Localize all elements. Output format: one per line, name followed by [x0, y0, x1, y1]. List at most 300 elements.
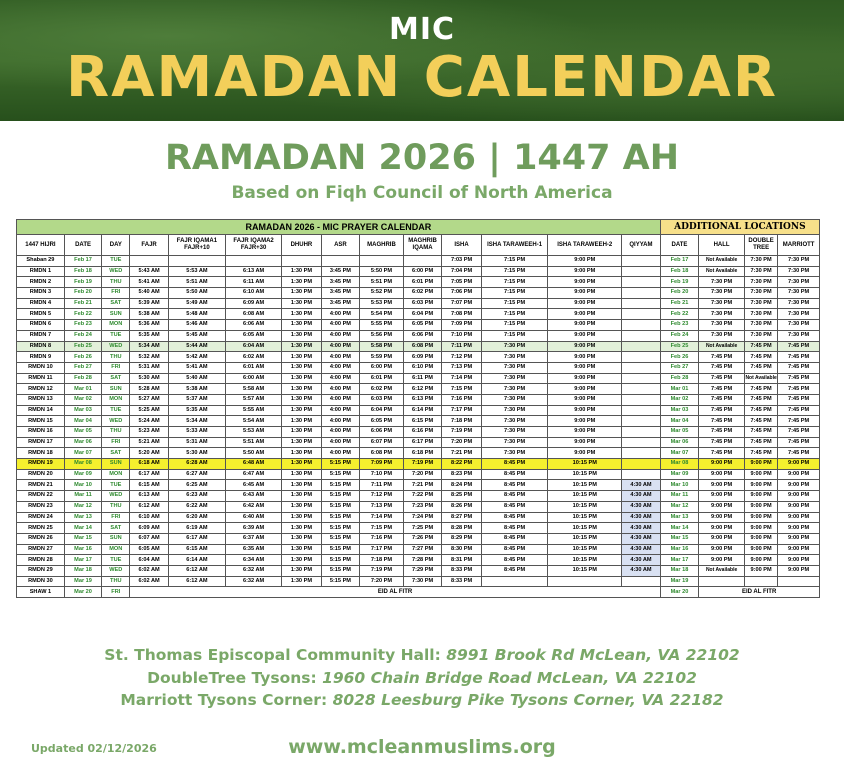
table-cell: 4:00 PM	[321, 352, 359, 363]
table-cell: 8:45 PM	[481, 565, 548, 576]
table-cell: 1:30 PM	[282, 437, 322, 448]
table-cell: 6:47 AM	[226, 469, 282, 480]
table-cell: 7:45 PM	[699, 448, 745, 459]
table-cell: 7:45 PM	[699, 416, 745, 427]
table-cell: 6:20 AM	[168, 512, 225, 523]
table-cell: 5:38 AM	[130, 309, 168, 320]
table-cell: Not Available	[699, 341, 745, 352]
table-cell: 8:45 PM	[481, 459, 548, 470]
table-cell: 1:30 PM	[282, 384, 322, 395]
table-cell: 4:00 PM	[321, 405, 359, 416]
table-cell: Feb 28	[64, 373, 101, 384]
table-cell: 7:30 PM	[699, 277, 745, 288]
table-cell: 6:09 PM	[403, 352, 441, 363]
table-cell: FRI	[102, 362, 130, 373]
table-cell: RMDN 13	[17, 394, 65, 405]
table-cell: 6:14 AM	[168, 555, 225, 566]
table-cell: 6:19 AM	[168, 523, 225, 534]
table-cell	[622, 341, 661, 352]
table-cell: 9:00 PM	[699, 512, 745, 523]
table-cell: RMDN 8	[17, 341, 65, 352]
table-row	[17, 448, 820, 459]
table-cell: 9:00 PM	[744, 501, 777, 512]
table-cell: FRI	[102, 288, 130, 299]
table-cell: 6:02 AM	[226, 352, 282, 363]
table-cell: Feb 28	[660, 373, 698, 384]
table-cell: 6:15 AM	[130, 480, 168, 491]
table-cell: 5:15 PM	[321, 544, 359, 555]
table-cell: 4:00 PM	[321, 362, 359, 373]
table-cell: 5:43 AM	[130, 266, 168, 277]
table-cell: 7:30 PM	[744, 266, 777, 277]
table-cell: 7:20 PM	[403, 469, 441, 480]
table-cell: 4:30 AM	[622, 523, 661, 534]
column-header: MAGHRIB IQAMA	[403, 235, 441, 256]
table-cell: TUE	[102, 405, 130, 416]
table-cell: 7:45 PM	[778, 416, 820, 427]
table-cell: 5:27 AM	[130, 394, 168, 405]
table-cell: 1:30 PM	[282, 448, 322, 459]
table-cell: 6:03 PM	[360, 394, 404, 405]
table-cell: Mar 09	[64, 469, 101, 480]
table-cell: 8:31 PM	[442, 555, 482, 566]
table-cell: 6:07 AM	[130, 533, 168, 544]
table-row	[17, 565, 820, 576]
table-cell: 6:04 PM	[360, 405, 404, 416]
table-cell: 9:00 PM	[744, 555, 777, 566]
table-cell: 7:20 PM	[442, 437, 482, 448]
table-cell: RMDN 7	[17, 330, 65, 341]
table-cell: RMDN 12	[17, 384, 65, 395]
table-cell: 7:09 PM	[360, 459, 404, 470]
table-cell	[622, 448, 661, 459]
table-cell: 7:18 PM	[442, 416, 482, 427]
table-cell: 6:11 AM	[226, 277, 282, 288]
table-cell: 6:06 PM	[360, 427, 404, 438]
table-cell: 10:15 PM	[548, 565, 622, 576]
table-cell: 7:08 PM	[442, 309, 482, 320]
table-cell: 6:22 AM	[168, 501, 225, 512]
table-cell: Mar 13	[64, 512, 101, 523]
table-cell: EID AL FITR	[130, 587, 660, 598]
table-cell: 5:15 PM	[321, 565, 359, 576]
table-cell: 7:45 PM	[778, 373, 820, 384]
table-cell: Feb 25	[64, 341, 101, 352]
table-cell: Feb 19	[64, 277, 101, 288]
table-cell: 5:34 AM	[130, 341, 168, 352]
table-cell: 7:11 PM	[442, 341, 482, 352]
table-cell: Mar 11	[660, 491, 698, 502]
table-cell: RMDN 19	[17, 459, 65, 470]
table-cell: 1:30 PM	[282, 480, 322, 491]
column-header: DATE	[660, 235, 698, 256]
table-cell: 7:45 PM	[744, 362, 777, 373]
table-cell: 7:30 PM	[744, 256, 777, 267]
table-cell: 7:45 PM	[778, 341, 820, 352]
table-cell: 1:30 PM	[282, 288, 322, 299]
table-cell: 7:30 PM	[481, 341, 548, 352]
table-cell: 7:05 PM	[442, 277, 482, 288]
table-cell: WED	[102, 266, 130, 277]
table-cell: 7:22 PM	[403, 491, 441, 502]
column-header: FAJR IQAMA2 FAJR+30	[226, 235, 282, 256]
table-cell: RMDN 1	[17, 266, 65, 277]
table-cell	[622, 469, 661, 480]
table-cell: RMDN 22	[17, 491, 65, 502]
table-cell: 7:06 PM	[442, 288, 482, 299]
table-cell: 5:44 AM	[168, 341, 225, 352]
table-cell: RMDN 15	[17, 416, 65, 427]
prayer-calendar-table	[16, 219, 820, 598]
table-cell: 9:00 PM	[548, 320, 622, 331]
table-cell: 6:05 PM	[360, 416, 404, 427]
table-cell: 6:12 AM	[168, 565, 225, 576]
table-cell: 5:38 AM	[168, 384, 225, 395]
table-cell: Mar 05	[660, 427, 698, 438]
table-cell: 9:00 PM	[699, 491, 745, 502]
table-cell: 7:45 PM	[778, 362, 820, 373]
table-cell: 6:02 AM	[130, 576, 168, 587]
table-cell: 8:45 PM	[481, 512, 548, 523]
table-cell: 7:23 PM	[403, 501, 441, 512]
location-hall	[0, 646, 844, 664]
table-row-eid	[17, 587, 820, 598]
table-cell: 6:32 AM	[226, 576, 282, 587]
table-cell: 5:55 PM	[360, 320, 404, 331]
table-row	[17, 512, 820, 523]
column-header: ISHA TARAWEEH-1	[481, 235, 548, 256]
table-cell: 5:46 AM	[168, 320, 225, 331]
table-cell: Mar 10	[64, 480, 101, 491]
table-cell: 7:30 PM	[778, 298, 820, 309]
table-cell: 4:30 AM	[622, 555, 661, 566]
table-cell: 7:21 PM	[403, 480, 441, 491]
table-cell: 7:45 PM	[699, 405, 745, 416]
table-cell: 9:00 PM	[548, 277, 622, 288]
table-cell: 5:32 AM	[130, 352, 168, 363]
table-cell: 5:30 AM	[168, 448, 225, 459]
table-cell: Mar 11	[64, 491, 101, 502]
table-cell: 9:00 PM	[548, 373, 622, 384]
column-header: HALL	[699, 235, 745, 256]
location-marriott	[0, 691, 844, 709]
table-cell: 10:15 PM	[548, 469, 622, 480]
table-cell: 4:30 AM	[622, 512, 661, 523]
table-cell	[622, 437, 661, 448]
table-cell: Mar 09	[660, 469, 698, 480]
table-cell: 5:52 PM	[360, 288, 404, 299]
table-cell: Shaban 29	[17, 256, 65, 267]
table-cell: 7:15 PM	[481, 330, 548, 341]
column-header: MARRIOTT	[778, 235, 820, 256]
table-cell: 6:13 AM	[226, 266, 282, 277]
table-cell: 4:00 PM	[321, 448, 359, 459]
table-cell	[699, 576, 745, 587]
table-cell: 7:45 PM	[699, 427, 745, 438]
table-cell: Mar 01	[64, 384, 101, 395]
table-cell: 7:45 PM	[699, 352, 745, 363]
table-cell: 9:00 PM	[699, 469, 745, 480]
table-cell: Mar 12	[660, 501, 698, 512]
table-cell: 9:00 PM	[699, 523, 745, 534]
table-cell: 5:41 AM	[168, 362, 225, 373]
table-cell: 6:01 AM	[226, 362, 282, 373]
table-cell: RMDN 20	[17, 469, 65, 480]
table-cell: 7:15 PM	[360, 523, 404, 534]
table-cell: 5:37 AM	[168, 394, 225, 405]
table-cell: 9:00 PM	[744, 491, 777, 502]
table-cell: 4:00 PM	[321, 309, 359, 320]
table-cell: 9:00 PM	[778, 565, 820, 576]
header-banner	[0, 0, 844, 121]
table-cell: 9:00 PM	[744, 544, 777, 555]
table-cell: Not Available	[699, 256, 745, 267]
location-marriott-label: Marriott Tysons Corner:	[120, 691, 328, 709]
table-cell: 5:54 PM	[360, 309, 404, 320]
table-cell	[622, 277, 661, 288]
table-row	[17, 576, 820, 587]
table-cell: 6:45 AM	[226, 480, 282, 491]
table-row	[17, 491, 820, 502]
table-cell	[168, 256, 225, 267]
table-cell: 5:48 AM	[168, 309, 225, 320]
table-cell: 1:30 PM	[282, 533, 322, 544]
table-cell: Feb 21	[64, 298, 101, 309]
table-cell: 8:33 PM	[442, 576, 482, 587]
table-cell: 5:50 AM	[226, 448, 282, 459]
table-cell: 6:12 AM	[130, 501, 168, 512]
table-cell: 1:30 PM	[282, 341, 322, 352]
table-cell: 5:24 AM	[130, 416, 168, 427]
table-cell: 7:30 PM	[778, 330, 820, 341]
table-row	[17, 501, 820, 512]
table-cell: 7:45 PM	[778, 405, 820, 416]
table-cell: 8:22 PM	[442, 459, 482, 470]
table-cell: 6:18 PM	[403, 448, 441, 459]
table-cell: MON	[102, 469, 130, 480]
table-cell	[622, 266, 661, 277]
table-cell: 9:00 PM	[778, 491, 820, 502]
table-cell: MON	[102, 320, 130, 331]
table-cell: 7:30 PM	[744, 298, 777, 309]
table-cell: 8:25 PM	[442, 491, 482, 502]
table-cell: Mar 15	[660, 533, 698, 544]
table-cell: Mar 01	[660, 384, 698, 395]
table-cell: 5:53 AM	[226, 427, 282, 438]
table-cell: 6:39 AM	[226, 523, 282, 534]
table-cell: 5:15 PM	[321, 491, 359, 502]
table-cell	[622, 256, 661, 267]
table-row	[17, 352, 820, 363]
column-header: DOUBLE TREE	[744, 235, 777, 256]
table-cell: 6:10 AM	[226, 288, 282, 299]
table-cell: 8:29 PM	[442, 533, 482, 544]
table-cell: 6:12 PM	[403, 384, 441, 395]
table-cell: 7:26 PM	[403, 533, 441, 544]
table-cell: RMDN 21	[17, 480, 65, 491]
location-hall-address: 8991 Brook Rd McLean, VA 22102	[446, 646, 740, 664]
table-cell	[622, 309, 661, 320]
table-row	[17, 469, 820, 480]
table-cell: 5:15 PM	[321, 512, 359, 523]
table-cell: Mar 03	[660, 405, 698, 416]
table-cell: 7:15 PM	[481, 277, 548, 288]
table-cell: SUN	[102, 384, 130, 395]
table-cell: WED	[102, 416, 130, 427]
table-row	[17, 544, 820, 555]
table-cell: 8:45 PM	[481, 544, 548, 555]
table-cell: 5:35 AM	[168, 405, 225, 416]
table-cell: 5:33 AM	[168, 427, 225, 438]
table-cell: Mar 16	[660, 544, 698, 555]
table-cell: RMDN 14	[17, 405, 65, 416]
table-cell: 7:45 PM	[744, 352, 777, 363]
table-cell: RMDN 29	[17, 565, 65, 576]
table-cell	[548, 576, 622, 587]
table-cell: 6:17 AM	[168, 533, 225, 544]
table-cell: 1:30 PM	[282, 459, 322, 470]
table-cell: 1:30 PM	[282, 491, 322, 502]
table-cell	[622, 416, 661, 427]
table-cell: 7:15 PM	[481, 266, 548, 277]
table-cell: 7:30 PM	[699, 320, 745, 331]
table-cell: 6:11 PM	[403, 373, 441, 384]
table-cell: 6:03 PM	[403, 298, 441, 309]
table-cell: 7:19 PM	[442, 427, 482, 438]
table-cell: 4:00 PM	[321, 416, 359, 427]
table-row	[17, 437, 820, 448]
table-cell: 9:00 PM	[548, 405, 622, 416]
table-cell: 7:45 PM	[744, 394, 777, 405]
table-cell: 9:00 PM	[744, 480, 777, 491]
table-cell: 1:30 PM	[282, 320, 322, 331]
table-cell: 7:07 PM	[442, 298, 482, 309]
table-cell: 9:00 PM	[699, 480, 745, 491]
table-cell	[622, 352, 661, 363]
table-cell: 5:15 PM	[321, 469, 359, 480]
table-cell: Feb 27	[64, 362, 101, 373]
table-cell: RMDN 26	[17, 533, 65, 544]
table-cell: 5:28 AM	[130, 384, 168, 395]
location-doubletree-address: 1960 Chain Bridge Road McLean, VA 22102	[322, 669, 697, 687]
table-cell: 9:00 PM	[548, 437, 622, 448]
table-cell: THU	[102, 277, 130, 288]
table-cell: 7:30 PM	[481, 437, 548, 448]
table-cell: Mar 18	[64, 565, 101, 576]
table-cell: 6:05 AM	[226, 330, 282, 341]
location-marriott-address: 8028 Leesburg Pike Tysons Corner, VA 22182	[332, 691, 724, 709]
table-cell: Mar 14	[64, 523, 101, 534]
table-cell: 7:30 PM	[744, 330, 777, 341]
table-cell: 9:00 PM	[699, 533, 745, 544]
table-cell: 9:00 PM	[548, 427, 622, 438]
table-cell: 7:30 PM	[778, 256, 820, 267]
table-cell: 4:00 PM	[321, 427, 359, 438]
additional-locations-title: ADDITIONAL LOCATIONS	[660, 220, 819, 235]
table-cell: Mar 15	[64, 533, 101, 544]
table-cell: 6:15 AM	[168, 544, 225, 555]
website-link[interactable]: www.mcleanmuslims.org	[288, 736, 556, 758]
table-cell: 7:14 PM	[442, 373, 482, 384]
table-cell: SHAW 1	[17, 587, 65, 598]
table-cell: 7:15 PM	[442, 384, 482, 395]
table-cell: MON	[102, 394, 130, 405]
table-cell: Feb 23	[64, 320, 101, 331]
table-cell: Feb 18	[64, 266, 101, 277]
table-cell: 6:02 PM	[403, 288, 441, 299]
table-cell: 10:15 PM	[548, 480, 622, 491]
table-cell: 7:45 PM	[699, 362, 745, 373]
table-cell: 7:45 PM	[744, 341, 777, 352]
table-cell: 4:00 PM	[321, 341, 359, 352]
table-row	[17, 480, 820, 491]
table-row	[17, 373, 820, 384]
column-header: DATE	[64, 235, 101, 256]
table-cell: 1:30 PM	[282, 298, 322, 309]
table-cell: 1:30 PM	[282, 352, 322, 363]
table-cell: SUN	[102, 533, 130, 544]
table-row	[17, 555, 820, 566]
table-cell: 6:37 AM	[226, 533, 282, 544]
table-cell: 7:45 PM	[744, 448, 777, 459]
table-cell: 7:16 PM	[360, 533, 404, 544]
column-header: DAY	[102, 235, 130, 256]
table-cell: 4:00 PM	[321, 384, 359, 395]
table-cell: Mar 04	[660, 416, 698, 427]
table-cell: 1:30 PM	[282, 565, 322, 576]
table-cell: 5:36 AM	[130, 320, 168, 331]
table-cell: RMDN 24	[17, 512, 65, 523]
table-cell: 6:04 PM	[403, 309, 441, 320]
table-cell: 7:30 PM	[481, 362, 548, 373]
table-cell: RMDN 10	[17, 362, 65, 373]
table-cell: 1:30 PM	[282, 373, 322, 384]
table-cell: 1:30 PM	[282, 555, 322, 566]
table-cell: 6:01 PM	[403, 277, 441, 288]
table-cell: THU	[102, 576, 130, 587]
table-cell: 6:35 AM	[226, 544, 282, 555]
table-cell: 7:27 PM	[403, 544, 441, 555]
table-cell: 1:30 PM	[282, 427, 322, 438]
table-cell	[622, 394, 661, 405]
table-cell: 7:21 PM	[442, 448, 482, 459]
table-cell: 5:51 AM	[168, 277, 225, 288]
table-cell: 9:00 PM	[699, 501, 745, 512]
table-cell: 9:00 PM	[548, 416, 622, 427]
table-cell: SAT	[102, 298, 130, 309]
page-title: RAMADAN 2026 | 1447 AH	[164, 138, 680, 178]
table-cell: 1:30 PM	[282, 416, 322, 427]
table-cell: 8:30 PM	[442, 544, 482, 555]
table-cell: Mar 19	[660, 576, 698, 587]
table-cell: FRI	[102, 587, 130, 598]
table-cell: 6:00 PM	[360, 362, 404, 373]
table-cell: 5:15 PM	[321, 523, 359, 534]
table-cell: THU	[102, 427, 130, 438]
table-cell: 5:56 PM	[360, 330, 404, 341]
table-cell: 7:30 PM	[744, 320, 777, 331]
table-cell: 1:30 PM	[282, 394, 322, 405]
table-cell: 7:24 PM	[403, 512, 441, 523]
table-cell: 6:01 PM	[360, 373, 404, 384]
table-row	[17, 298, 820, 309]
table-cell: 1:30 PM	[282, 469, 322, 480]
table-cell: 6:00 AM	[226, 373, 282, 384]
table-cell: Feb 17	[64, 256, 101, 267]
table-cell: 9:00 PM	[778, 480, 820, 491]
table-cell: 7:13 PM	[360, 501, 404, 512]
table-cell: 7:30 PM	[481, 405, 548, 416]
